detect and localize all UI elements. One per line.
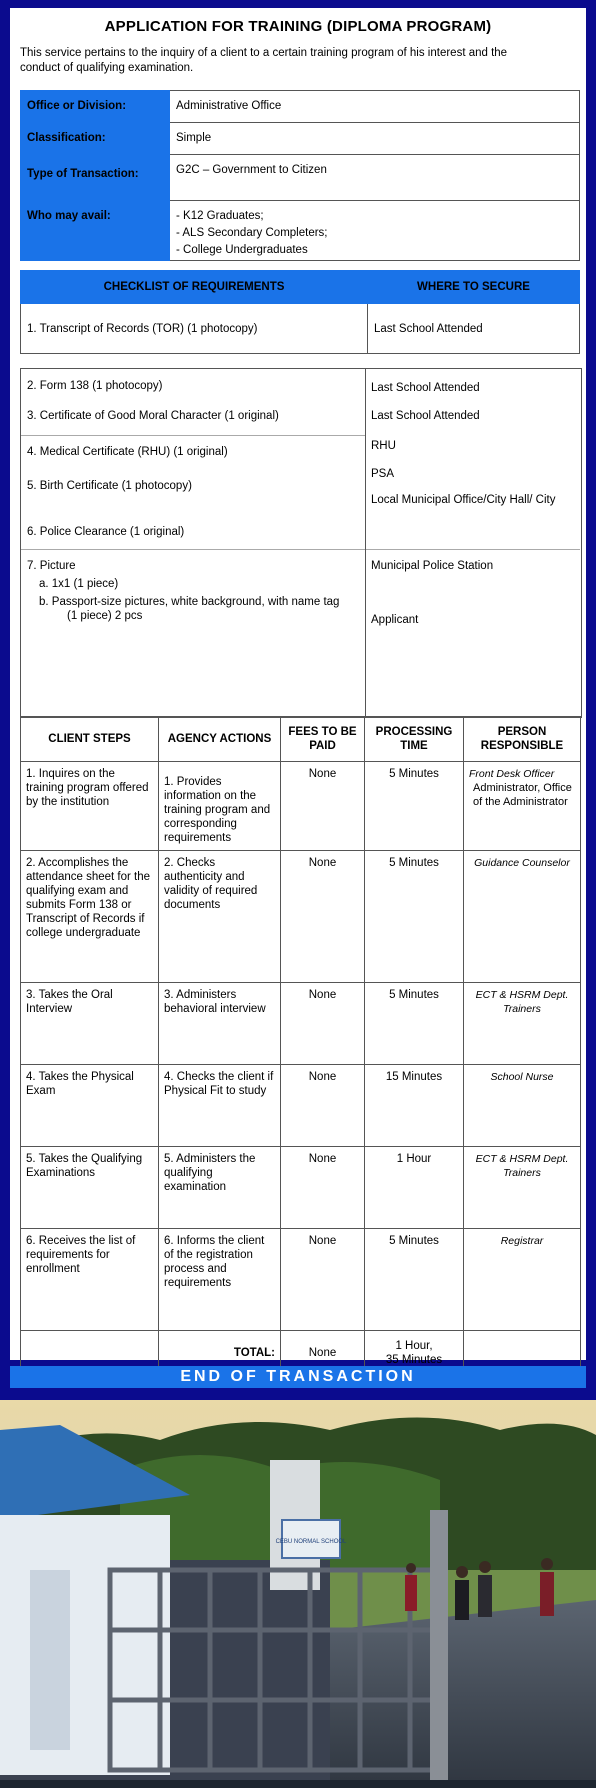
- office-value: Administrative Office: [170, 91, 580, 123]
- agency-action: 2. Checks authenticity and validity of required documents: [159, 851, 281, 983]
- school-sign-text: CEBU NORMAL SCHOOL: [275, 1539, 347, 1545]
- where-item: Applicant: [371, 614, 419, 626]
- requirement-item: 6. Police Clearance (1 original): [27, 526, 185, 538]
- requirement-item: 3. Certificate of Good Moral Character (1 original): [27, 410, 279, 422]
- time-cell: 5 Minutes: [365, 762, 464, 851]
- requirement-item: 1. Transcript of Records (TOR) (1 photocopy): [21, 304, 368, 354]
- person-cell: Guidance Counselor: [464, 851, 581, 983]
- person-cell: ECT & HSRM Dept. Trainers: [464, 1147, 581, 1229]
- table-row: [21, 1147, 581, 1229]
- where-item: RHU: [371, 440, 396, 452]
- requirement-item: 5. Birth Certificate (1 photocopy): [27, 480, 192, 492]
- table-row: [21, 983, 581, 1065]
- picture-sub-item: b. Passport-size pictures, white background, with name tag: [39, 596, 340, 608]
- intro-text: This service pertains to the inquiry of a client to a certain training program of his interest and the conduct of qualifying examination.: [20, 47, 508, 74]
- total-label: TOTAL:: [159, 1331, 281, 1375]
- total-time-line: 35 Minutes: [385, 1353, 443, 1366]
- client-steps-table: [20, 716, 581, 1375]
- classification-value: Simple: [170, 123, 580, 155]
- fee-cell: None: [281, 762, 365, 851]
- document-sheet: [10, 8, 586, 1366]
- row-divider: [21, 435, 365, 436]
- where-header: WHERE TO SECURE: [368, 271, 580, 304]
- avail-item: - K12 Graduates;: [176, 210, 264, 222]
- client-step: 1. Inquires on the training program offered by the institution: [21, 762, 159, 851]
- where-item: Municipal Police Station: [371, 560, 494, 572]
- requirements-table: [20, 270, 580, 354]
- column-header: AGENCY ACTIONS: [159, 717, 281, 762]
- person-name: Front Desk Officer: [469, 768, 555, 780]
- where-item: Last School Attended: [371, 410, 480, 422]
- requirement-item: 7. Picture: [27, 560, 76, 572]
- end-of-transaction-banner: END OF TRANSACTION: [10, 1366, 586, 1388]
- avail-item: - College Undergraduates: [176, 244, 308, 256]
- table-row: [21, 1065, 581, 1147]
- requirement-item: 2. Form 138 (1 photocopy): [27, 380, 163, 392]
- fee-cell: None: [281, 851, 365, 983]
- classification-label: Classification:: [21, 123, 170, 155]
- agency-action: 6. Informs the client of the registration process and requirements: [159, 1229, 281, 1331]
- requirements-column: [21, 369, 366, 717]
- client-step: 6. Receives the list of requirements for enrollment: [21, 1229, 159, 1331]
- column-header: PERSON RESPONSIBLE: [464, 717, 581, 762]
- where-item: PSA: [371, 468, 395, 480]
- client-step: 5. Takes the Qualifying Examinations: [21, 1147, 159, 1229]
- row-divider: [366, 549, 580, 550]
- fee-cell: None: [281, 983, 365, 1065]
- requirement-item: 4. Medical Certificate (RHU) (1 original): [27, 446, 228, 458]
- agency-action: 1. Provides information on the training program and corresponding requirements: [159, 762, 281, 851]
- person-cell: Registrar: [464, 1229, 581, 1331]
- service-info-table: [20, 90, 580, 261]
- doorway: [30, 1570, 70, 1750]
- column-header: FEES TO BE PAID: [281, 717, 365, 762]
- office-label: Office or Division:: [21, 91, 170, 123]
- total-time-line: 1 Hour,: [395, 1339, 433, 1352]
- person-cell: School Nurse: [464, 1065, 581, 1147]
- client-step: 2. Accomplishes the attendance sheet for the qualifying exam and submits Form 138 or Transcript of Records if college undergraduate: [21, 851, 159, 983]
- table-row: [21, 1229, 581, 1331]
- agency-action: 5. Administers the qualifying examination: [159, 1147, 281, 1229]
- bottom-shadow: [0, 1780, 596, 1788]
- time-cell: 5 Minutes: [365, 983, 464, 1065]
- row-divider: [21, 549, 365, 550]
- client-step: 4. Takes the Physical Exam: [21, 1065, 159, 1147]
- client-step: 3. Takes the Oral Interview: [21, 983, 159, 1065]
- total-fee: None: [281, 1331, 365, 1375]
- page-title: APPLICATION FOR TRAINING (DIPLOMA PROGRAM): [104, 18, 492, 35]
- gate-post: [430, 1510, 448, 1780]
- avail-label: Who may avail:: [21, 201, 170, 261]
- checklist-header: CHECKLIST OF REQUIREMENTS: [21, 271, 368, 304]
- picture-sub-item: a. 1x1 (1 piece): [39, 578, 119, 590]
- agency-action: 4. Checks the client if Physical Fit to study: [159, 1065, 281, 1147]
- campus-gate-photo: [0, 1400, 596, 1788]
- where-item: Local Municipal Office/City Hall/ City: [371, 494, 556, 506]
- fee-cell: None: [281, 1147, 365, 1229]
- where-item: Last School Attended: [371, 382, 480, 394]
- transaction-label: Type of Transaction:: [21, 155, 170, 201]
- fee-cell: None: [281, 1065, 365, 1147]
- fee-cell: None: [281, 1229, 365, 1331]
- picture-sub-item: (1 piece) 2 pcs: [67, 610, 143, 622]
- avail-item: - ALS Secondary Completers;: [176, 227, 328, 239]
- where-item: Last School Attended: [368, 304, 580, 354]
- transaction-value: G2C – Government to Citizen: [170, 155, 580, 201]
- agency-action: 3. Administers behavioral interview: [159, 983, 281, 1065]
- requirements-list: [20, 368, 582, 718]
- column-header: PROCESSING TIME: [365, 717, 464, 762]
- campus-gate-illustration: [0, 1400, 596, 1788]
- person-cell: ECT & HSRM Dept. Trainers: [464, 983, 581, 1065]
- time-cell: 1 Hour: [365, 1147, 464, 1229]
- table-row: [21, 851, 581, 983]
- avail-list: [170, 201, 580, 261]
- person-name: Administrator, Office of the Administrator: [473, 782, 572, 808]
- time-cell: 15 Minutes: [365, 1065, 464, 1147]
- gate-pillar-building: [0, 1515, 170, 1775]
- column-header: CLIENT STEPS: [21, 717, 159, 762]
- time-cell: 5 Minutes: [365, 1229, 464, 1331]
- time-cell: 5 Minutes: [365, 851, 464, 983]
- where-column: [366, 369, 580, 717]
- table-row: [21, 762, 581, 851]
- person-cell: [464, 762, 581, 851]
